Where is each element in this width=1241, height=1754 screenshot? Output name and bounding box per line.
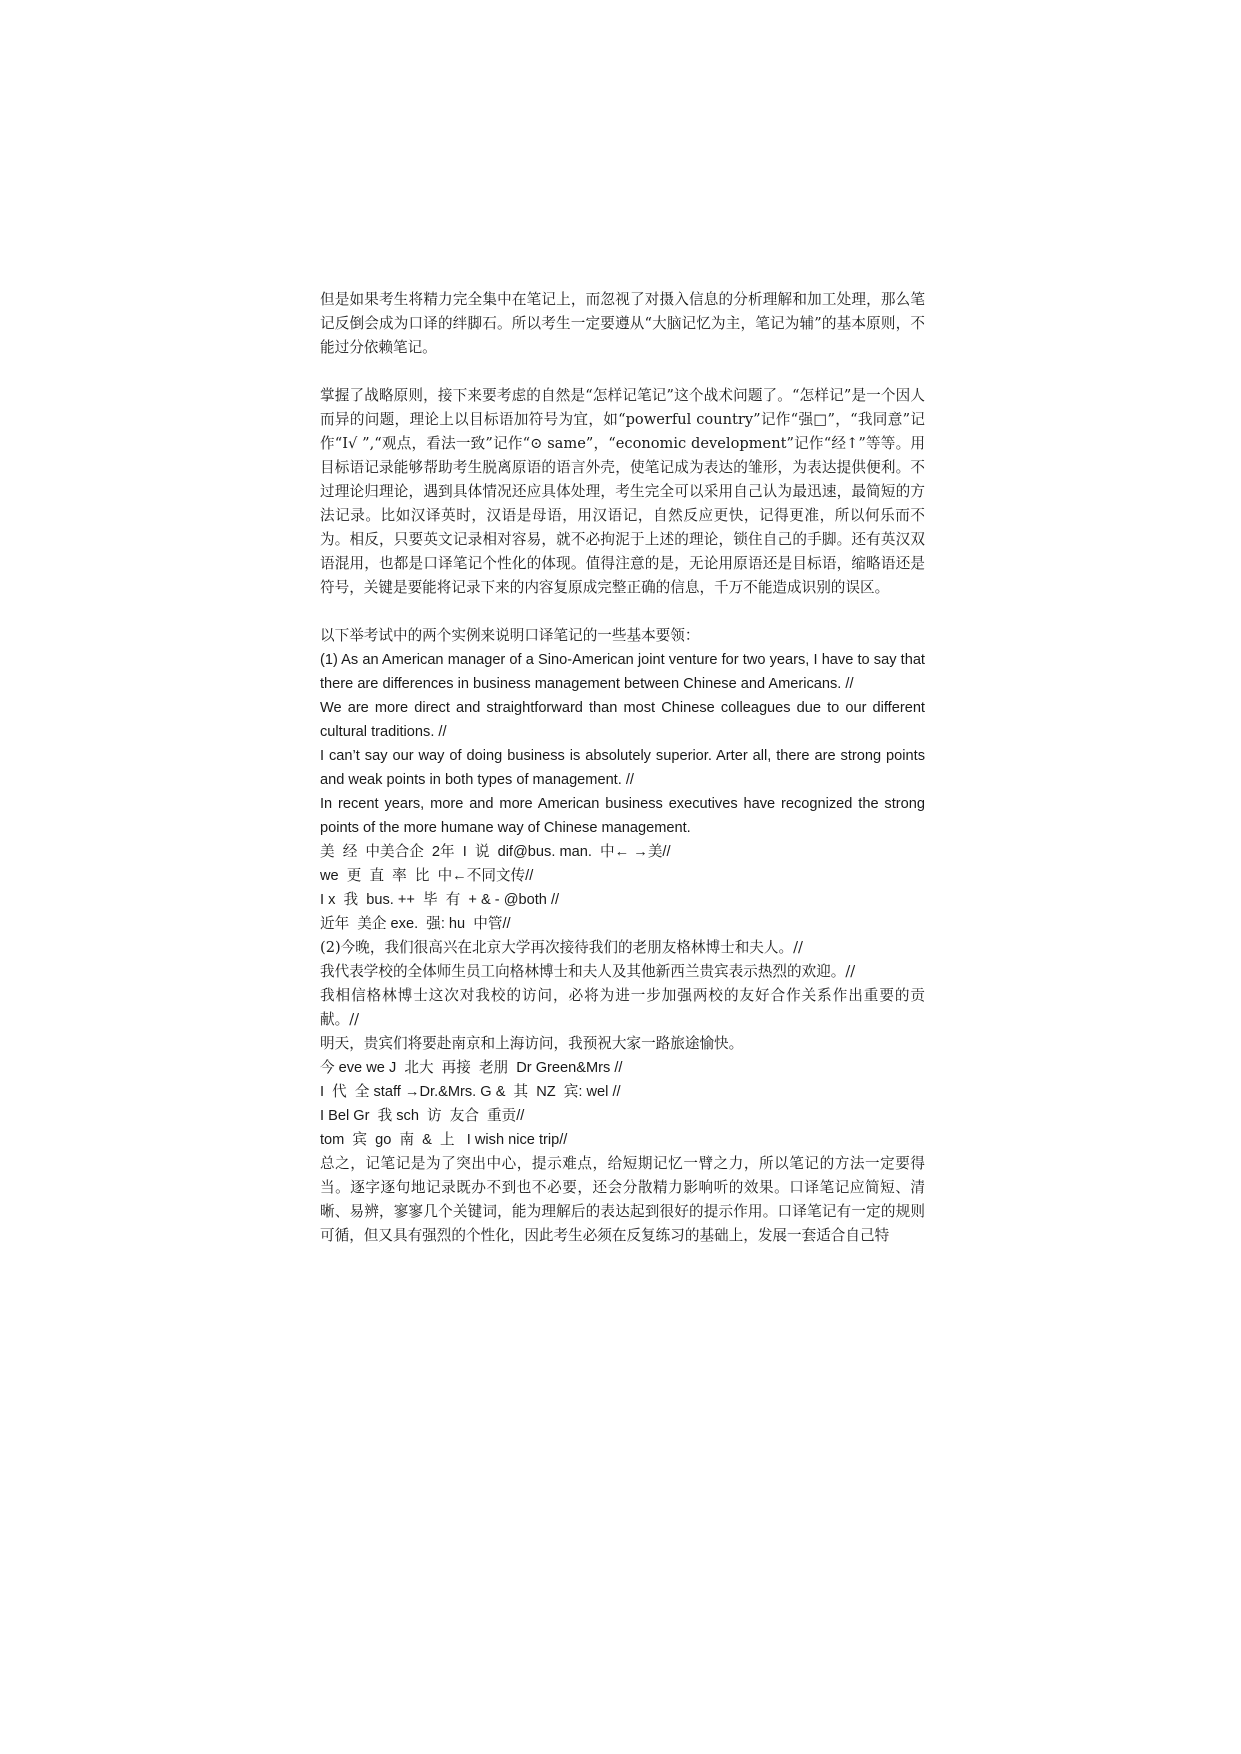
example-2-sentence-1: (2)今晚，我们很高兴在北京大学再次接待我们的老朋友格林博士和夫人。// [320,939,803,956]
example-1-note-line: 美 经 中美合企 2年 I 说 dif@bus. man. 中← →美// [320,844,671,860]
example-1-sentence-4: In recent years, more and more American business executives have recognized the strong points of the more humane way of Chinese management. [320,796,925,836]
examples-intro: 以下举考试中的两个实例来说明口译笔记的一些基本要领： [320,627,700,644]
example-2-note-line: I 代 全 staff →Dr.&Mrs. G & 其 NZ 宾: wel // [320,1084,621,1100]
paragraph-notes-principle: 但是如果考生将精力完全集中在笔记上，而忽视了对摄入信息的分析理解和加工处理，那么笔记反倒会成为口译的绊脚石。所以考生一定要遵从“大脑记忆为主，笔记为辅”的基本原则，不能过分依赖笔记。 [320,291,925,356]
example-2-sentence-3: 我相信格林博士这次对我校的访问，必将为进一步加强两校的友好合作关系作出重要的贡献。// [320,987,925,1028]
example-1-note-line: I x 我 bus. ++ 毕 有 + & - @both // [320,892,560,908]
example-2-note-line: I Bel Gr 我 sch 访 友合 重贡// [320,1108,525,1124]
example-2-note-line: tom 宾 go 南 & 上 I wish nice trip// [320,1132,568,1148]
paragraph-spacer [320,360,925,384]
example-1-sentence-2: We are more direct and straightforward than most Chinese colleagues due to our different cultural traditions. // [320,700,925,740]
example-1-sentence-3: I can’t say our way of doing business is absolutely superior. Arter all, there are strong points and weak points in both types of management. // [320,748,925,788]
example-2-sentence-2: 我代表学校的全体师生员工向格林博士和夫人及其他新西兰贵宾表示热烈的欢迎。// [320,963,856,980]
paragraph-summary: 总之，记笔记是为了突出中心，提示难点，给短期记忆一臂之力，所以笔记的方法一定要得当。逐字逐句地记录既办不到也不必要，还会分散精力影响听的效果。口译笔记应简短、清晰、易辨，寥寥几个关键词，能为理解后的表达起到很好的提示作用。口译笔记有一定的规则可循，但又具有强烈的个性化，因此考生必须在反复练习的基础上，发展一套适合自己特 [320,1155,925,1244]
paragraph-spacer [320,600,925,624]
example-2-note-line: 今 eve we J 北大 再接 老朋 Dr Green&Mrs // [320,1060,623,1076]
example-1-note-line: 近年 美企 exe. 强: hu 中管// [320,916,511,932]
example-1-sentence-1: (1) As an American manager of a Sino-American joint venture for two years, I have to say that there are differences in business management between Chinese and Americans. // [320,652,925,692]
example-2-sentence-4: 明天，贵宾们将要赴南京和上海访问，我预祝大家一路旅途愉快。 [320,1035,744,1052]
document-body [320,288,925,1248]
example-1-note-line: we 更 直 率 比 中←不同文传// [320,868,534,884]
paragraph-notes-tactics: 掌握了战略原则，接下来要考虑的自然是“怎样记笔记”这个战术问题了。“怎样记”是一个因人而异的问题，理论上以目标语加符号为宜，如“powerful country”记作“强□”，“我同意”记作“I√ ”,“观点，看法一致”记作“⊙ same”，“economic development”记作“经↑”等等。用目标语记录能够帮助考生脱离原语的语言外壳，使笔记成为表达的雏形，为表达提供便利。不过理论归理论，遇到具体情况还应具体处理，考生完全可以采用自己认为最迅速，最简短的方法记录。比如汉译英时，汉语是母语，用汉语记，自然反应更快，记得更准，所以何乐而不为。相反，只要英文记录相对容易，就不必拘泥于上述的理论，锁住自己的手脚。还有英汉双语混用，也都是口译笔记个性化的体现。值得注意的是，无论用原语还是目标语，缩略语还是符号，关键是要能将记录下来的内容复原成完整正确的信息，千万不能造成识别的误区。 [320,387,925,596]
